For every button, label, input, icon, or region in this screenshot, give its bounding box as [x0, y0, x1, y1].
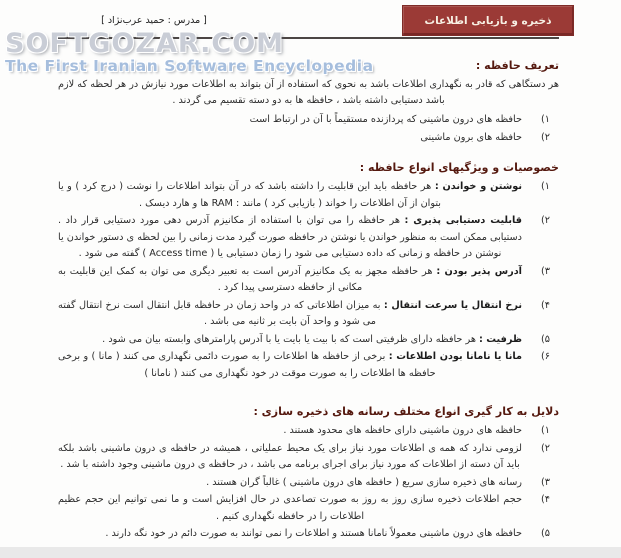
list-item — [58, 112, 559, 129]
item-number: ۳) — [541, 476, 550, 488]
item-number: ۴) — [541, 494, 550, 505]
item-lead: آدرس پذیر بودن : — [436, 265, 522, 277]
definition-paragraph: هر دستگاهی که قادر به نگهداری اطلاعات باشد به نحوی که استفاده از آن بتواند به اطلاعات مورد نیازش در هر لحظه که لازم باشد دستیابی داشته باشد ، حافظه ها به دو دسته تقسیم می گردند . — [58, 79, 559, 106]
item-number: ۲) — [541, 442, 550, 454]
watermark-tagline-text: The First Iranian Software Encyclopedia — [5, 57, 374, 76]
item-lead: ظرفیت : — [479, 333, 522, 345]
properties-list — [58, 179, 559, 382]
item-number: ۵) — [541, 528, 550, 539]
list-item — [58, 475, 559, 492]
item-number: ۴) — [541, 299, 550, 311]
instructor-label: [ مدرس : حمید عرب‌نژاد ] — [101, 15, 207, 26]
list-item — [58, 492, 559, 525]
list-item — [58, 298, 559, 331]
item-number: ۱) — [541, 425, 550, 436]
item-text: برخی از حافظه ها اطلاعات را به صورت دائمی نگهداری می کنند ( مانا ) و برخی حافظه ها اطلاعات را به صورت موقت در خود نگهداری می کنند ( نامانا ) — [58, 351, 436, 379]
item-number: ۶) — [541, 351, 550, 362]
section-title: خصوصیات و ویژگیهای انواع حافظه : — [359, 161, 559, 174]
item-text: هر حافظه مجهز به یک مکانیزم آدرس است به تعبیر دیگری می توان به کمک این قابلیت به مکانی از حافظه دسترسی پیدا کرد . — [58, 265, 433, 293]
header-divider — [55, 37, 559, 39]
item-number: ۳) — [541, 265, 550, 277]
item-text: حافظه های درون ماشینی معمولاً نامانا هستند و اطلاعات را نمی توانند به صورت دائم در خود نگه دارند . — [105, 528, 522, 539]
list-item — [58, 349, 559, 382]
item-number: ۲) — [541, 215, 550, 226]
item-text: هر حافظه دارای ظرفیتی است که با بیت یا بایت یا با آدرس پارامترهای وابسته بیان می شود . — [102, 333, 476, 345]
item-number: ۱) — [541, 181, 550, 192]
item-lead: مانا یا نامانا بودن اطلاعات : — [388, 351, 522, 362]
item-lead: نرخ انتقال یا سرعت انتقال : — [383, 299, 522, 311]
list-item — [58, 179, 559, 212]
item-text: حافظه های درون ماشینی دارای حافظه های محدود هستند . — [283, 425, 522, 436]
section-memory-properties — [58, 161, 559, 382]
item-text: لزومی ندارد که همه ی اطلاعات مورد نیاز برای یک محیط عملیاتی ، همیشه در حافظه ی درون ماشینی باشد بلکه باید آن دسته از اطلاعات که مورد نیاز برای اجرای برنامه می باشد ، در حافظه ی درون ماشینی وجود داشته با شد . — [58, 442, 522, 470]
item-number: ۲) — [541, 131, 550, 143]
document-content — [58, 59, 559, 558]
list-item — [58, 130, 559, 147]
section-memory-definition — [58, 59, 559, 146]
list-item — [58, 441, 559, 474]
item-number: ۵) — [541, 333, 550, 345]
list-item — [58, 264, 559, 297]
list-item — [58, 423, 559, 440]
section-title: تعریف حافظه : — [475, 59, 559, 72]
section-storage-media-reasons — [58, 405, 559, 543]
section-title: دلایل به کار گیری انواع مختلف رسانه های ذخیره سازی : — [253, 405, 559, 418]
document-title-badge: ذخیره و بازیابی اطلاعات — [402, 5, 574, 36]
item-text: هر حافظه باید این قابلیت را داشته باشد که در آن بتواند اطلاعات را نوشت ( درج کرد ) و یا بتوان از آن اطلاعات را خواند ( بازیابی کرد ) مانند : RAM ها و هارد دیسک . — [58, 181, 442, 209]
item-lead: قابلیت دستیابی پذیری : — [404, 215, 522, 226]
item-number: ۱) — [541, 114, 550, 125]
list-item — [58, 526, 559, 543]
list-item — [58, 213, 559, 263]
item-text: حافظه های درون ماشینی که پردازنده مستقیماً با آن در ارتباط است — [249, 114, 522, 125]
watermark-site-text: SOFTGOZAR.COM — [5, 28, 285, 59]
item-text: حجم اطلاعات ذخیره سازی روز به روز به صورت تصاعدی در حال افزایش است و ما نمی توانیم این حجم عظیم اطلاعات را در حافظه نگهداری کنیم . — [58, 494, 522, 522]
item-lead: نوشتن و خواندن : — [434, 181, 522, 192]
memory-kinds-list — [58, 112, 559, 146]
list-item — [58, 332, 559, 349]
item-text: هر حافظه را می توان با استفاده از مکانیزم آدرس دهی مورد دستیابی قرار داد . دستیابی ممکن است به منظور خواندن یا نوشتن در حافظه صورت گیرد مدت زمانی را بین لحظه ی دستور خواندن یا نوشتن در حافظه و زمانی که داده دستیابی می شود را زمان دستیابی یا ( Access time ) گفته می شود . — [58, 215, 522, 259]
item-text: حافظه های برون ماشینی — [420, 131, 522, 143]
item-text: به میزان اطلاعاتی که در واحد زمان در حافظه قابل انتقال است نرخ انتقال گفته می شود و واحد آن بایت بر ثانیه می باشد . — [58, 299, 381, 327]
item-text: رسانه های ذخیره سازی سریع ( حافظه های درون ماشینی ) غالباً گران هستند . — [206, 476, 522, 488]
reasons-list — [58, 423, 559, 543]
